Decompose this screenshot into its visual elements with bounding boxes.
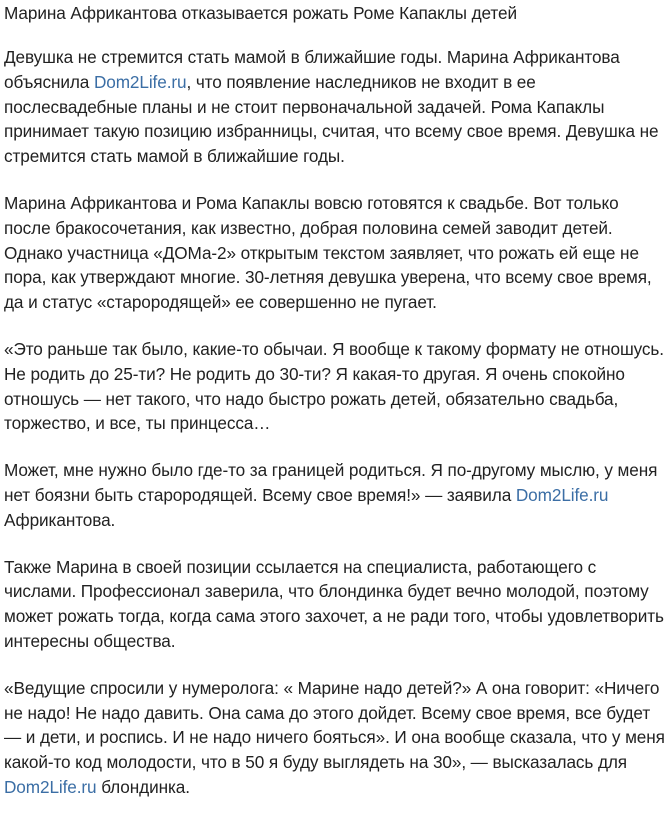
paragraph-5: Также Марина в своей позиции ссылается на специалиста, работающего с числами. Профессионал заверила, что блондинка будет вечно молодой, поэтому может рожать тогда, когда сама этого захочет, а не ради того, чтобы удовлетворить интересны общества. <box>4 556 664 651</box>
paragraph-1 <box>4 45 666 169</box>
dom2life-link[interactable]: Dom2Life.ru <box>93 71 187 92</box>
paragraph-1-text-end: , что появление наследников не входит в ее послесвадебные планы и не стоит первоначальной задачей. Рома Капаклы принимает такую позицию избранницы, считая, что всему свое время. Девушка не стремится стать мамой в ближайшие годы. <box>4 71 659 167</box>
paragraph-4-quote <box>4 458 666 532</box>
dom2life-link[interactable]: Dom2Life.ru <box>4 776 97 797</box>
dom2life-link[interactable]: Dom2Life.ru <box>515 484 609 505</box>
paragraph-1-text-start: Девушка не стремится стать мамой в ближайшие годы. Марина Африкантова объяснила <box>4 47 620 92</box>
paragraph-6-quote <box>4 676 666 800</box>
article-title: Марина Африкантова отказывается рожать Роме Капаклы детей <box>4 3 517 23</box>
paragraph-3-quote: «Это раньше так было, какие-то обычаи. Я вообще к такому формату не отношусь. Не родить до 25-ти? Не родить до 30-ти? Я какая-то другая. Я очень спокойно отношусь — нет такого, что надо быстро рожать детей, обязательно свадьба, торжество, и все, ты принцесса… <box>4 338 664 434</box>
paragraph-6-text-end: блондинка. <box>96 776 190 797</box>
paragraph-2: Марина Африкантова и Рома Капаклы вовсю готовятся к свадьбе. Вот только после бракосочетания, как известно, добрая половина семей заводит детей. Однако участница «ДОМа-2» открытым текстом заявляет, что рожать ей еще не пора, как утверждают многие. 30-летняя девушка уверена, что всему свое время, да и статус «старородящей» ее совершенно не пугает. <box>4 192 652 313</box>
paragraph-6-text-start: «Ведущие спросили у нумеролога: « Марине надо детей?» А она говорит: «Ничего не надо! Не надо давить. Она сама до этого дойдет. Всему свое время, все будет — и дети, и роспись. И не надо ничего бояться». И она вообще сказала, что у меня какой-то код молодости, что в 50 я буду выглядеть на 30», — высказалась для <box>4 677 665 773</box>
paragraph-4-text-end: Африкантова. <box>4 509 116 530</box>
paragraph-4-text-start: Может, мне нужно было где-то за границей родиться. Я по-другому мыслю, у меня нет боязни быть старородящей. Всему свое время!» — заявила <box>4 460 658 505</box>
